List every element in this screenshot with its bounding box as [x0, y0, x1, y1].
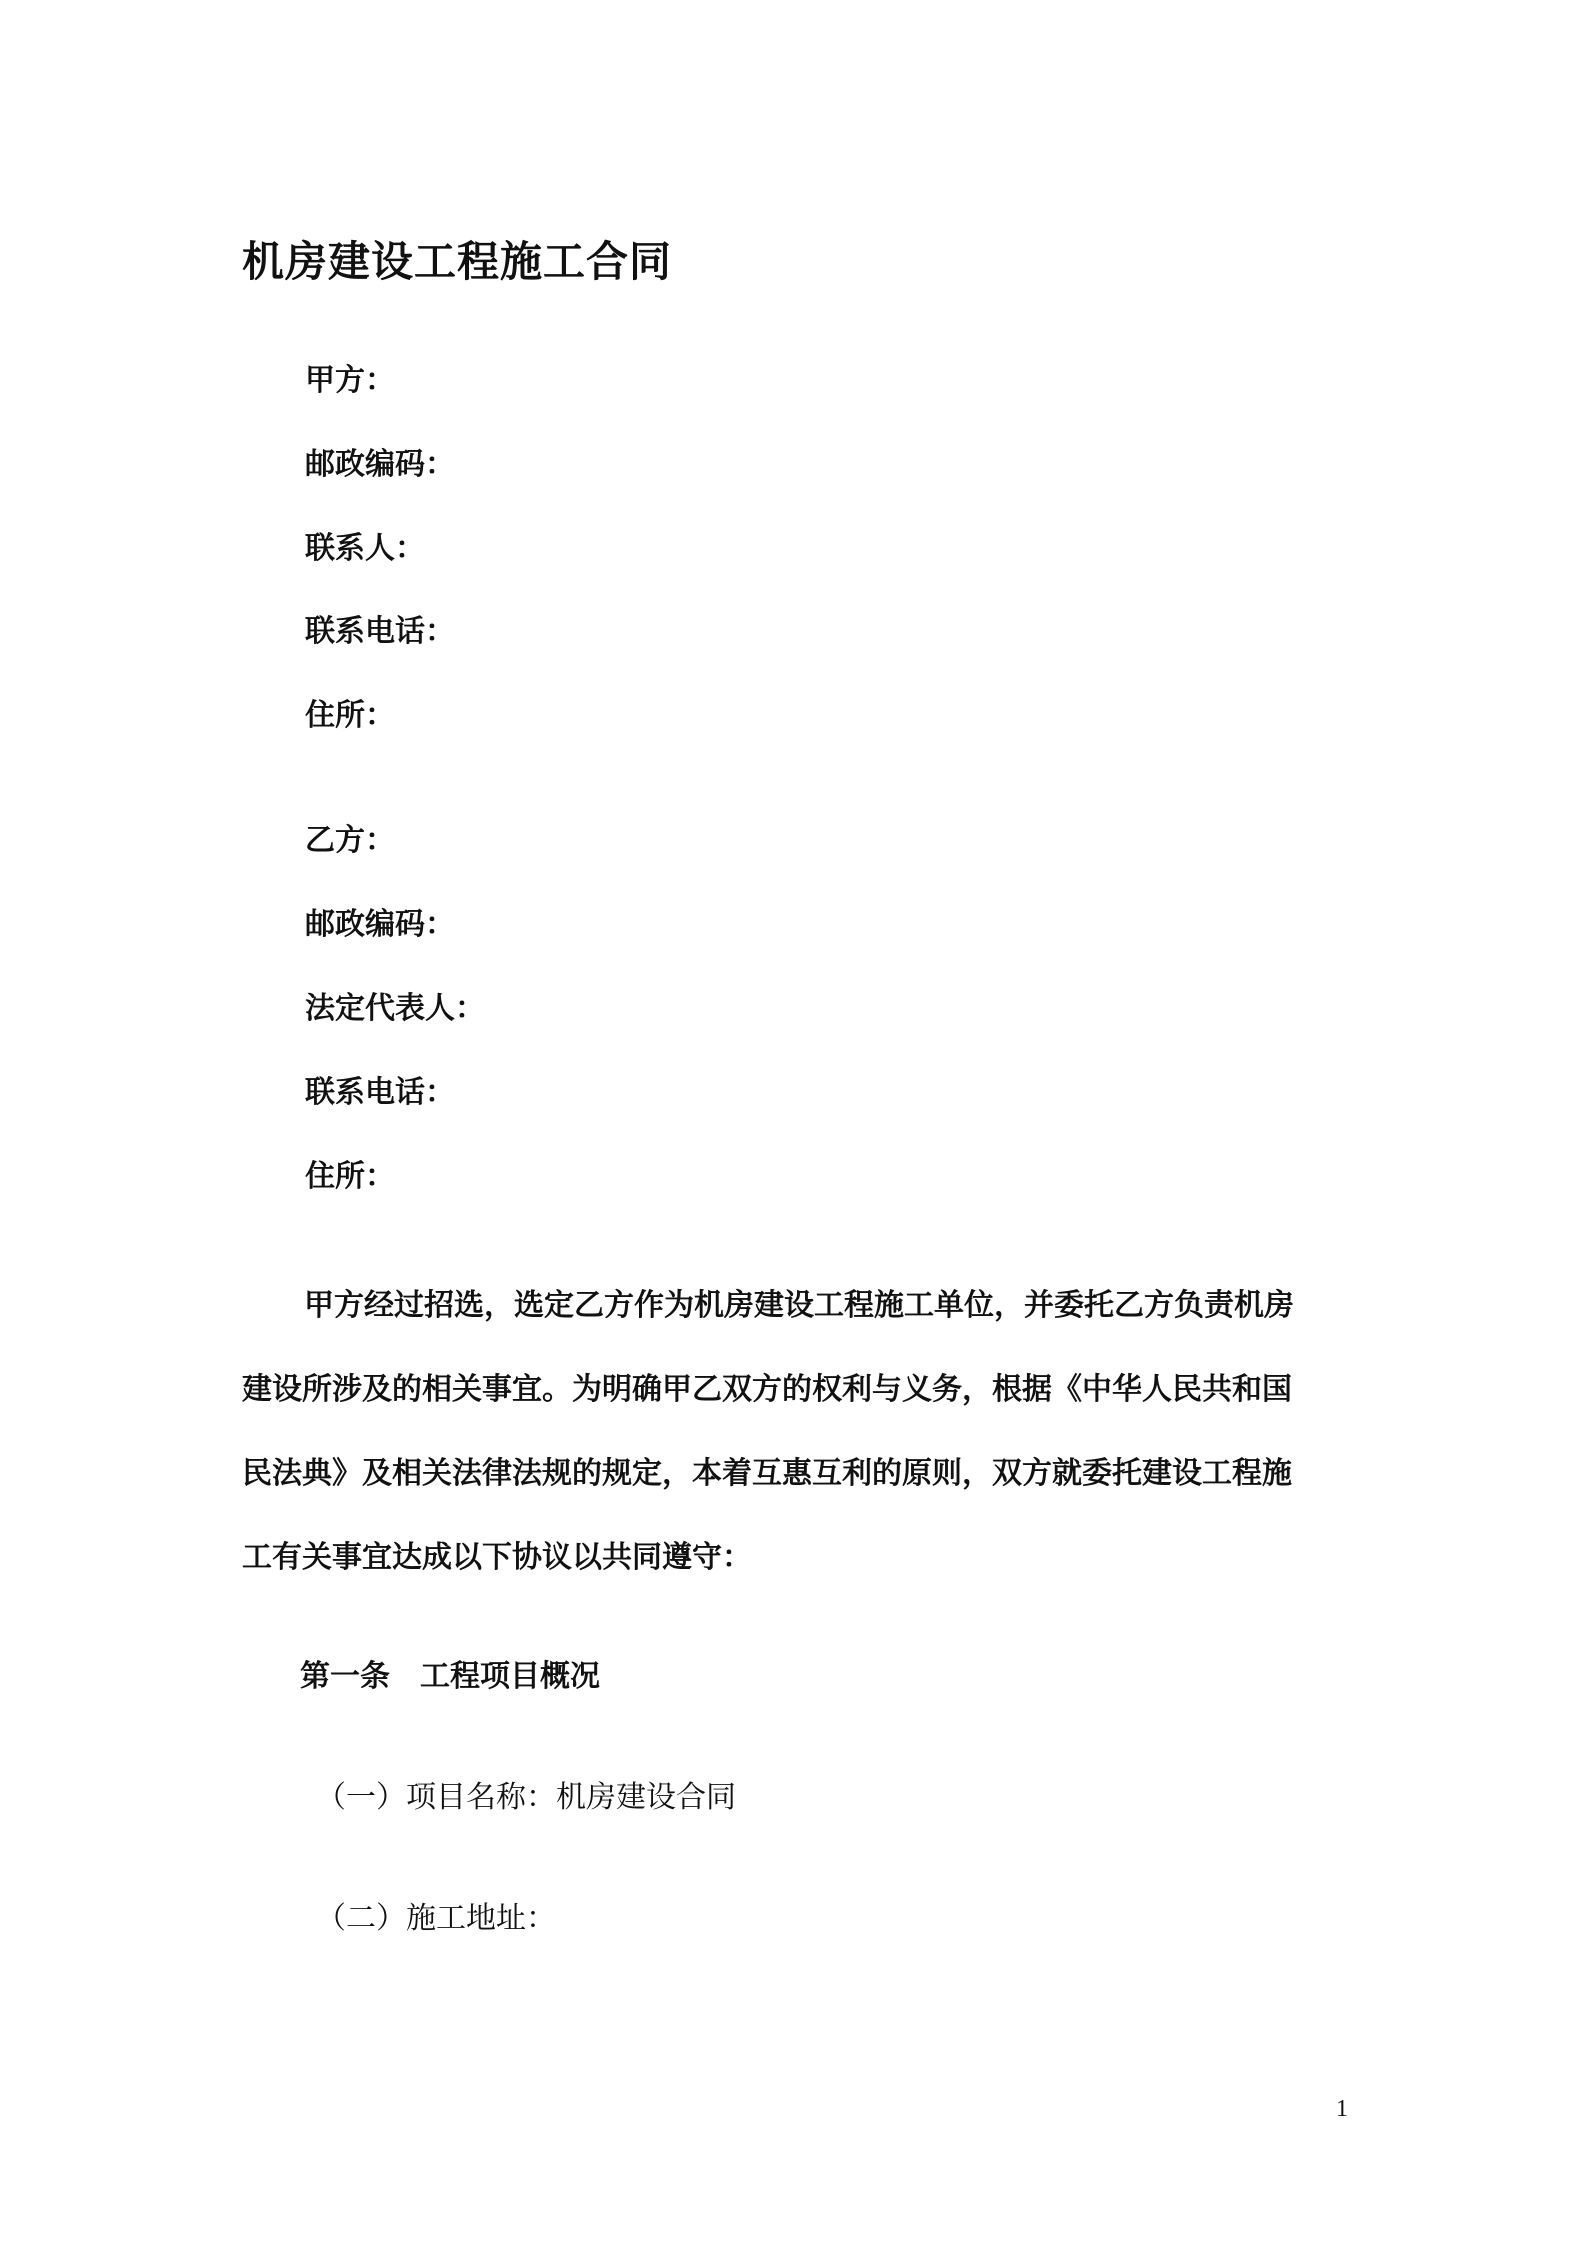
page-number: 1 — [1336, 2096, 1348, 2122]
article-number: 第一条 — [300, 1659, 390, 1694]
party-b-phone-label: 联系电话： — [305, 1075, 455, 1110]
party-b-legal-rep-label: 法定代表人： — [305, 991, 485, 1026]
party-a-postcode-label: 邮政编码： — [305, 447, 455, 482]
party-a-label: 甲方： — [305, 363, 395, 398]
party-a-address-label: 住所： — [305, 698, 395, 733]
preamble-line: 工有关事宜达成以下协议以共同遵守： — [242, 1540, 752, 1575]
party-a-contact-label: 联系人： — [305, 531, 425, 566]
preamble-paragraph — [242, 1264, 1360, 1600]
party-b-postcode-label: 邮政编码： — [305, 907, 455, 942]
party-b-label: 乙方： — [305, 823, 395, 858]
party-b-address-label: 住所： — [305, 1159, 395, 1194]
article-1-item-construction-address: （二）施工地址： — [316, 1901, 556, 1936]
preamble-line: 民法典》及相关法律法规的规定，本着互惠互利的原则，双方就委托建设工程施 — [242, 1456, 1292, 1491]
article-1-item-project-name: （一）项目名称：机房建设合同 — [316, 1780, 736, 1815]
preamble-line: 甲方经过招选，选定乙方作为机房建设工程施工单位，并委托乙方负责机房 — [304, 1288, 1294, 1323]
article-1-heading — [300, 1656, 600, 1698]
document-title: 机房建设工程施工合同 — [242, 237, 673, 286]
party-a-phone-label: 联系电话： — [305, 614, 455, 649]
preamble-line: 建设所涉及的相关事宜。为明确甲乙双方的权利与义务，根据《中华人民共和国 — [242, 1372, 1292, 1407]
article-title: 工程项目概况 — [420, 1659, 600, 1694]
